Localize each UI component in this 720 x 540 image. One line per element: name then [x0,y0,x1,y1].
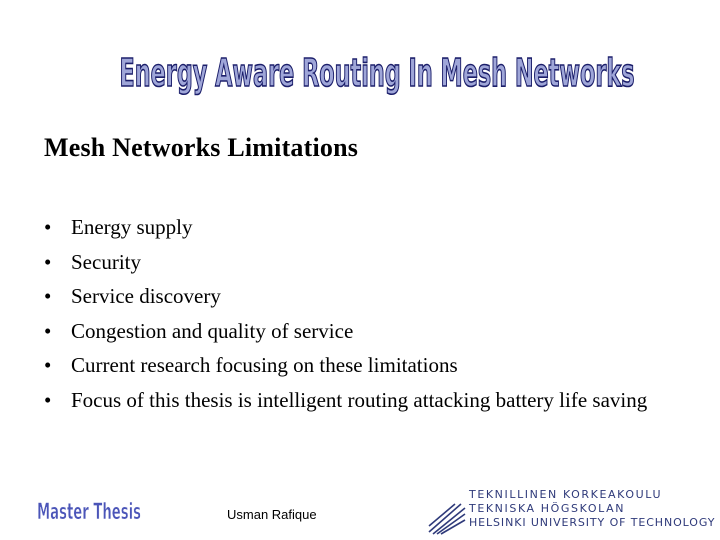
bullet-dot: • [44,284,52,308]
badge-text: Master Thesis [37,500,141,525]
bullet-item [44,348,684,383]
bullet-dot: • [44,353,52,377]
slide-title-text: Energy Aware Routing In Mesh Networks [119,51,635,95]
bullet-text: Focus of this thesis is intelligent routing attacking battery life saving [71,387,648,412]
bullet-dot: • [44,387,52,412]
bullet-item [44,245,684,280]
university-name-sv: TEKNISKA HÖGSKOLAN [469,502,626,515]
master-thesis-badge [34,495,144,525]
bullet-list [44,210,684,414]
slide-heading: Mesh Networks Limitations [44,133,359,162]
bullet-dot: • [44,318,52,343]
bullet-text: Security [71,249,141,274]
slide-title-wordart [115,40,640,102]
bullet-text: Congestion and quality of service [71,318,354,343]
bullet-item [44,383,684,414]
bullet-dot: • [44,249,52,274]
bullet-item [44,210,684,245]
university-name-en: HELSINKI UNIVERSITY OF TECHNOLOGY [469,516,716,529]
university-logo [425,488,715,536]
bullet-text: Energy supply [71,215,193,239]
bullet-item [44,314,684,349]
bullet-dot: • [44,215,52,239]
university-emblem-icon [425,496,469,536]
bullet-text: Current research focusing on these limitations [71,353,458,377]
bullet-item [44,279,684,314]
bullet-text: Service discovery [71,284,221,308]
author-name: Usman Rafique [227,507,317,522]
university-name-fi: TEKNILLINEN KORKEAKOULU [469,488,663,501]
